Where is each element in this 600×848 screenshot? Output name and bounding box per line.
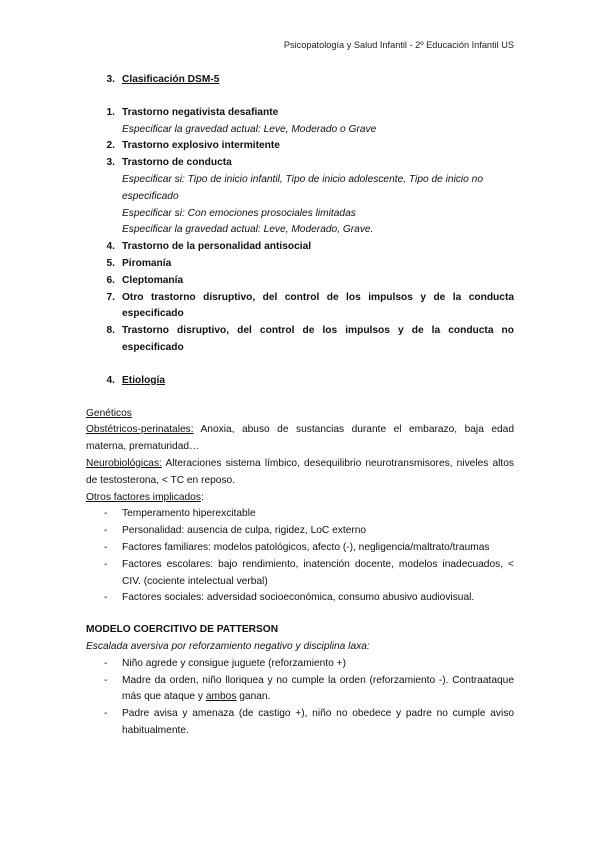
list-item: - Padre avisa y amenaza (de castigo +), niño no obedece y padre no cumple aviso habitualmente. <box>104 708 514 736</box>
section-3-heading <box>86 72 514 89</box>
list-item-note: Especificar la gravedad actual: Leve, Moderado, Grave. <box>122 224 374 236</box>
list-item: 2. Trastorno explosivo intermitente <box>106 140 280 152</box>
list-item: 3. Trastorno de conducta <box>106 157 232 169</box>
document-body <box>86 72 514 740</box>
list-item: 7. Otro trastorno disruptivo, del control de los impulsos y de la conducta especificado <box>106 291 514 320</box>
list-item: - Factores escolares: bajo rendimiento, inatención docente, modelos inadecuados, < CIV. (cociente intelectual verbal) <box>104 558 514 587</box>
list-item: - Factores sociales: adversidad socioeconómica, consumo abusivo audiovisual. <box>104 592 475 604</box>
section-number: 4. <box>106 374 115 386</box>
list-item: 1. Trastorno negativista desafiante <box>106 106 279 118</box>
list-item: 5. Piromanía <box>106 257 172 269</box>
geneticos-label: Genéticos <box>86 407 132 419</box>
list-item-note: Especificar si: Tipo de inicio infantil, Tipo de inicio adolescente, Tipo de inicio no especificado <box>122 173 484 202</box>
patterson-title: MODELO COERCITIVO DE PATTERSON <box>86 624 279 636</box>
section-title: Etiología <box>122 374 166 386</box>
list-item: 6. Cleptomanía <box>106 274 184 286</box>
obstetricos-paragraph: Obstétricos-perinatales: Anoxia, abuso de sustancias durante el embarazo, baja edad materna, prematuridad… <box>86 424 514 453</box>
list-item-note: Especificar si: Con emociones prosociales limitadas <box>122 207 356 219</box>
list-item: - Factores familiares: modelos patológicos, afecto (-), negligencia/maltrato/traumas <box>104 541 490 553</box>
list-item: - Temperamento hiperexcitable <box>104 508 256 520</box>
list-item: 4. Trastorno de la personalidad antisocial <box>106 241 312 253</box>
section-4-heading <box>86 373 514 390</box>
list-item: - Personalidad: ausencia de culpa, rigidez, LoC externo <box>104 525 367 537</box>
section-number: 3. <box>106 74 115 85</box>
neurobiologicas-paragraph: Neurobiológicas: Alteraciones sistema límbico, desequilibrio neurotransmisores, niveles altos de testosterona, < TC en reposo. <box>86 457 514 486</box>
list-item: 8. Trastorno disruptivo, del control de los impulsos y de la conducta no especificado <box>106 325 514 353</box>
list-item-note: Especificar la gravedad actual: Leve, Moderado o Grave <box>122 123 377 135</box>
patterson-subtitle: Escalada aversiva por reforzamiento negativo y disciplina laxa: <box>86 640 370 652</box>
list-item: - Madre da orden, niño lloriquea y no cumple la orden (reforzamiento -). Contraataque más que ataque y ambos ganan. <box>104 674 514 703</box>
page-header: Psicopatología y Salud Infantil - 2º Educación Infantil US <box>283 40 514 50</box>
list-item: - Niño agrede y consigue juguete (reforzamiento +) <box>104 657 346 669</box>
otros-factores-label: Otros factores implicados: <box>86 491 204 503</box>
section-title: Clasificación DSM-5 <box>122 74 220 85</box>
